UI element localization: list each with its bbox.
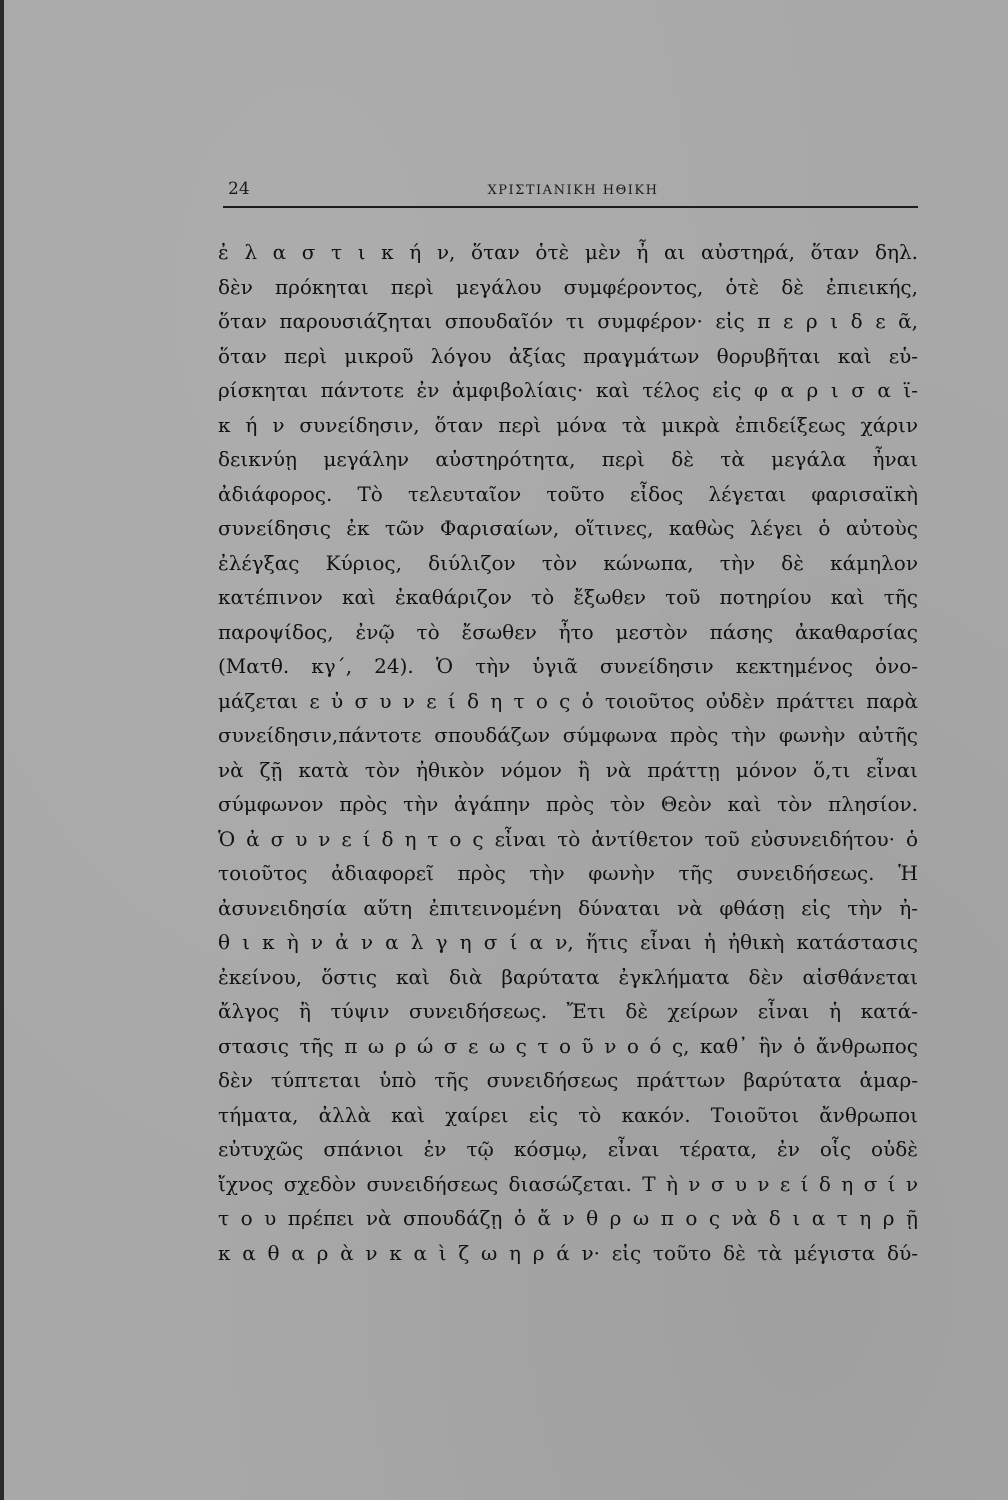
text-line: νὰ ζῇ κατὰ τὸν ἠθικὸν νόμον ἢ νὰ πράττῃ μόνον ὅ,τι εἶναι	[218, 757, 918, 782]
text-line: ρίσκηται πάντοτε ἐν ἀμφιβολίαις· καὶ τέλος εἰς φ α ρ ι σ α ϊ-	[218, 378, 918, 402]
text-line: δὲν τύπτεται ὑπὸ τῆς συνειδήσεως πράττων βαρύτατα ἁμαρ-	[218, 1068, 918, 1092]
text-line: μάζεται ε ὐ σ υ ν ε ί δ η τ ο ς ὁ τοιοῦτος οὐδὲν πράττει παρὰ	[218, 688, 918, 713]
text-line: ἀδιάφορος. Τὸ τελευταῖον τοῦτο εἶδος λέγεται φαρισαϊκὴ	[218, 481, 918, 506]
text-line: κ α θ α ρ ὰ ν κ α ὶ ζ ω η ρ ά ν· εἰς τοῦτο δὲ τὰ μέγιστα δύ-	[218, 1240, 918, 1265]
text-line: εὐτυχῶς σπάνιοι ἐν τῷ κόσμῳ, εἶναι τέρατα, ἐν οἷς οὐδὲ	[218, 1137, 918, 1161]
header-rule	[223, 206, 918, 208]
text-line: θ ι κ ὴ ν ἀ ν α λ γ η σ ί α ν, ἥτις εἶναι ἡ ἠθικὴ κατάστασις	[218, 930, 918, 954]
text-line: τ ο υ πρέπει νὰ σπουδάζῃ ὁ ἄ ν θ ρ ω π ο ς νὰ δ ι α τ η ρ ῇ	[218, 1206, 918, 1230]
text-line: παροψίδος, ἐνῷ τὸ ἔσωθεν ἦτο μεστὸν πάσης ἀκαθαρσίας	[218, 619, 918, 644]
text-line: κ ή ν συνείδησιν, ὅταν περὶ μόνα τὰ μικρὰ ἐπιδείξεως χάριν	[218, 412, 918, 437]
text-line: δὲν πρόκηται περὶ μεγάλου συμφέροντος, ὁτὲ δὲ ἐπιεικής,	[218, 274, 918, 299]
text-line: ἀσυνειδησία αὕτη ἐπιτεινομένη δύναται νὰ φθάσῃ εἰς τὴν ἠ-	[218, 895, 918, 920]
page-number: 24	[228, 179, 250, 199]
text-line: ἐλέγξας Κύριος, διύλιζον τὸν κώνωπα, τὴν δὲ κάμηλον	[218, 550, 918, 575]
page-edge-shadow	[0, 0, 4, 1500]
text-line: ὅταν παρουσιάζηται σπουδαῖόν τι συμφέρον· εἰς π ε ρ ι δ ε ᾶ,	[218, 309, 918, 333]
text-line: κατέπινον καὶ ἐκαθάριζον τὸ ἔξωθεν τοῦ ποτηρίου καὶ τῆς	[218, 585, 918, 609]
page-header	[228, 178, 918, 208]
text-line: τήματα, ἀλλὰ καὶ χαίρει εἰς τὸ κακόν. Τοιοῦτοι ἄνθρωποι	[218, 1102, 918, 1127]
text-line: συνείδησις ἐκ τῶν Φαρισαίων, οἵτινες, καθὼς λέγει ὁ αὐτοὺς	[218, 516, 918, 540]
text-line: ὅταν περὶ μικροῦ λόγου ἀξίας πραγμάτων θορυβῆται καὶ εὑ-	[218, 343, 918, 368]
text-line: ἄλγος ἢ τύψιν συνειδήσεως. Ἔτι δὲ χείρων εἶναι ἡ κατά-	[218, 999, 918, 1023]
text-line: σύμφωνον πρὸς τὴν ἀγάπην πρὸς τὸν Θεὸν καὶ τὸν πλησίον.	[218, 792, 918, 816]
text-line: ἴχνος σχεδὸν συνειδήσεως διασώζεται. Τ ὴ ν σ υ ν ε ί δ η σ ί ν	[218, 1171, 918, 1196]
text-line: Ὁ ἀ σ υ ν ε ί δ η τ ο ς εἶναι τὸ ἀντίθετον τοῦ εὐσυνειδήτου· ὁ	[218, 826, 918, 851]
body-text	[218, 235, 918, 1270]
text-line: συνείδησιν,πάντοτε σπουδάζων σύμφωνα πρὸς τὴν φωνὴν αὐτῆς	[218, 723, 918, 747]
text-line: στασις τῆς π ω ρ ώ σ ε ω ς τ ο ῦ ν ο ό ς, καθ᾽ ἣν ὁ ἄνθρωπος	[218, 1033, 918, 1058]
running-title: ΧΡΙΣΤΙΑΝΙΚΗ ΗΘΙΚΗ	[487, 183, 659, 198]
text-line: τοιοῦτος ἀδιαφορεῖ πρὸς τὴν φωνὴν τῆς συνειδήσεως. Ἡ	[218, 861, 918, 885]
text-line: δεικνύῃ μεγάλην αὐστηρότητα, περὶ δὲ τὰ μεγάλα ἦναι	[218, 447, 918, 471]
text-line: (Ματθ. κγ΄, 24). Ὁ τὴν ὑγιᾶ συνείδησιν κεκτημένος ὀνο-	[218, 654, 918, 678]
text-line: ἐ λ α σ τ ι κ ή ν, ὅταν ὁτὲ μὲν ἦ αι αὐστηρά, ὅταν δηλ.	[218, 240, 918, 264]
text-line: ἐκείνου, ὅστις καὶ διὰ βαρύτατα ἐγκλήματα δὲν αἰσθάνεται	[218, 964, 918, 989]
